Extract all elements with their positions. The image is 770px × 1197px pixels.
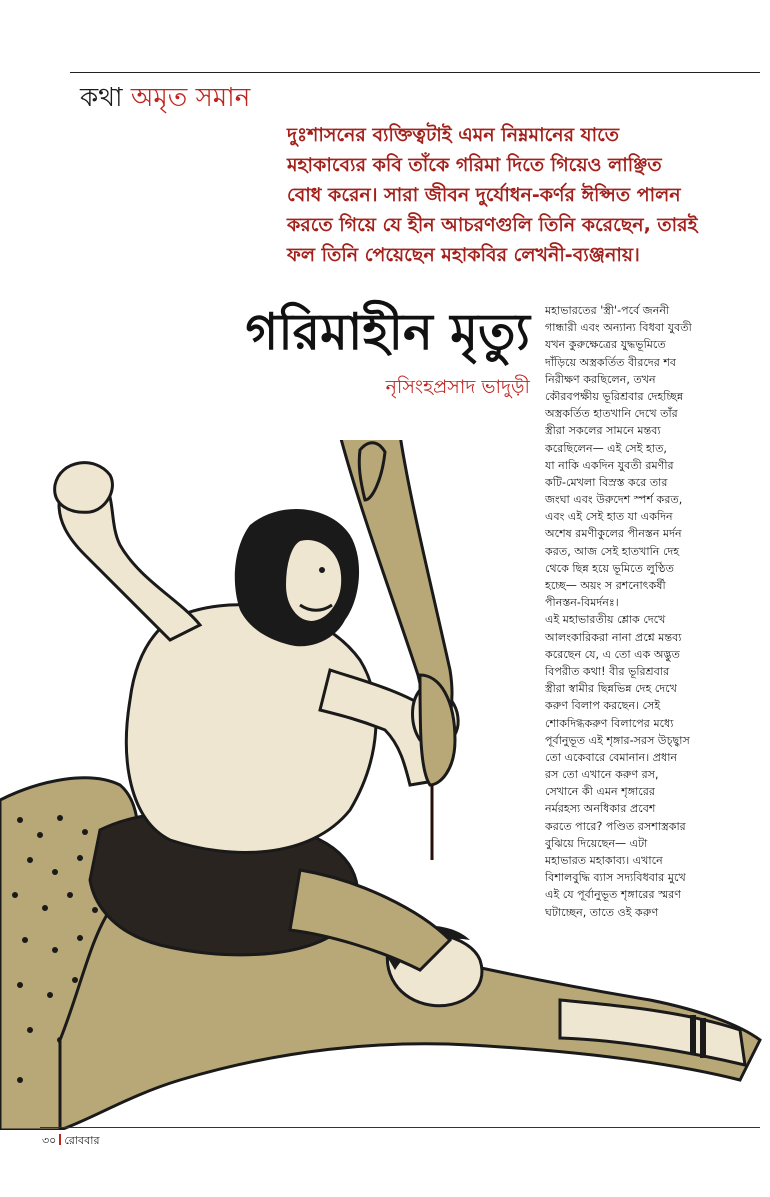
body-line: করেছিলেন— এই সেই হাত,	[545, 441, 667, 455]
body-line: পূর্বানুভূত এই শৃঙ্গার-সরস উচ্ছ্বাস	[545, 733, 690, 747]
body-line: থেকে ছিন্ন হয়ে ভূমিতে লুণ্ঠিত	[545, 561, 674, 575]
section-label	[80, 78, 250, 118]
attacker-fist	[55, 463, 113, 513]
body-line: কৌরবপক্ষীয় ভূরিশ্রবার দেহচ্ছিন্ন	[545, 389, 684, 403]
body-line: করেছেন যে, এ তো এক অদ্ভুত	[545, 647, 680, 661]
attacker-eye	[319, 567, 325, 573]
section-label-part-2: অমৃত সমান	[130, 83, 251, 113]
standfirst-line: মহাকাব্যের কবি তাঁকে গরিমা দিতে গিয়েও লাঞ্ছিত	[287, 154, 662, 176]
body-line: অস্ত্রকর্তিত হাতখানি দেখে তাঁর	[545, 407, 678, 421]
article-title: গরিমাহীন মৃত্যু	[245, 303, 530, 361]
body-line: স্ত্রীরা সকলের সামনে মন্তব্য	[545, 424, 661, 438]
body-line: অশেষ রমণীকুলের পীনস্তন মর্দন	[545, 527, 682, 541]
attacker-torso	[126, 605, 376, 853]
body-line: এই যে পূর্বানুভূত শৃঙ্গারের স্মরণ	[545, 888, 682, 902]
section-label-part-1: কথা	[80, 83, 123, 113]
body-line: বুঝিয়ে দিয়েছেন— এটা	[545, 836, 648, 850]
body-line: মহাভারত মহাকাব্য। এখানে	[545, 854, 663, 867]
body-line: করুণ বিলাপ করছেন। সেই	[545, 699, 661, 713]
article-body	[545, 302, 760, 921]
body-line: যখন কুরুক্ষেত্রের যুদ্ধভূমিতে	[545, 338, 666, 352]
body-line: করত, আজ সেই হাতখানি দেহ	[545, 544, 680, 558]
body-line: করতে পারে? পণ্ডিত রসশাস্ত্রকার	[545, 819, 686, 833]
page-number: ৩০	[42, 1134, 57, 1147]
standfirst-line: বোধ করেন। সারা জীবন দুর্যোধন-কর্ণর ঈপ্সিত পালন	[287, 184, 681, 206]
standfirst-line: ফল তিনি পেয়েছেন মহাকবির লেখনী-ব্যঞ্জনায়।	[287, 244, 640, 266]
footer-divider	[59, 1134, 61, 1145]
body-line: এই মহাভারতীয় শ্লোক দেখে	[545, 613, 666, 627]
page-footer	[42, 1133, 100, 1149]
body-line: মহাভারতের 'স্ত্রী'-পর্বে জননী	[545, 304, 670, 317]
standfirst-line: দুঃশাসনের ব্যক্তিত্বটাই এমন নিম্নমানের যাতে	[287, 124, 619, 146]
body-line: দাঁড়িয়ে অস্ত্রকর্তিত বীরদের শব	[545, 355, 677, 369]
body-line: এবং এই সেই হাত যা একদিন	[545, 510, 673, 524]
body-line: পীনস্তন-বিমর্দনঃ।	[545, 596, 619, 610]
body-line: কটি-মেখলা বিস্রস্ত করে তার	[545, 475, 668, 489]
body-line: নিরীক্ষণ করছিলেন, তখন	[545, 372, 656, 386]
header-rule	[70, 72, 760, 73]
body-line: তো একেবারে বেমানান। প্রধান	[545, 750, 678, 764]
article-author: নৃসিংহপ্রসাদ ভাদুড়ী	[385, 376, 530, 398]
body-line: নর্মরহস্য অনধিকার প্রবেশ	[545, 802, 656, 816]
body-line: শোকদিগ্ধকরুণ বিলাপের মধ্যে	[545, 716, 674, 730]
body-line: আলংকারিকরা নানা প্রশ্নে মন্তব্য	[545, 630, 682, 644]
body-line: বিপরীত কথা! বীর ভূরিশ্রবার	[545, 664, 670, 678]
body-line: ঘটাচ্ছেন, তাতে ওই করুণ	[545, 905, 659, 919]
magazine-name: রোববার	[64, 1134, 100, 1147]
standfirst-line: করতে গিয়ে যে হীন আচরণগুলি তিনি করেছেন, তারই	[287, 214, 698, 236]
standfirst	[287, 120, 747, 270]
body-line: রস তো এখানে করুণ রস,	[545, 768, 659, 782]
body-line: স্ত্রীরা স্বামীর ছিন্নভিন্ন দেহ দেখে	[545, 682, 677, 696]
body-line: গান্ধারী এবং অন্যান্য বিধবা যুবতী	[545, 321, 692, 335]
body-line: বিশালবুদ্ধি ব্যাস সদ্যবিধবার মুখে	[545, 871, 686, 885]
body-line: হচ্ছে— অয়ং স রশনোৎকর্ষী	[545, 579, 666, 592]
body-line: যা নাকি একদিন যুবতী রমণীর	[545, 458, 674, 472]
footer-rule	[40, 1127, 760, 1128]
body-line: জংঘা এবং উরুদেশ স্পর্শ করত,	[545, 493, 683, 507]
body-line: সেখানে কী এমন শৃঙ্গারের	[545, 785, 655, 799]
